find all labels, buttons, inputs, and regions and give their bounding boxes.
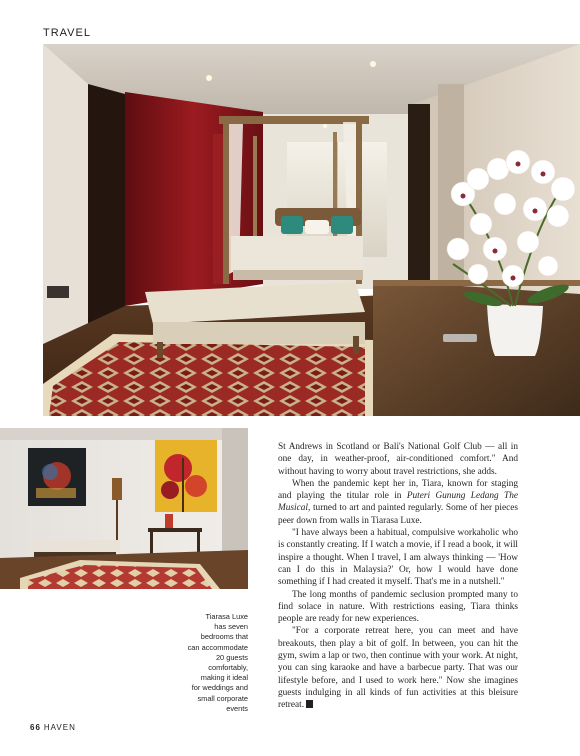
- page-number: 66: [30, 723, 41, 732]
- article-paragraph: [278, 625, 518, 711]
- caption-line: making it ideal: [200, 673, 248, 683]
- caption-line: has seven: [214, 622, 248, 632]
- section-label: TRAVEL: [43, 27, 91, 39]
- caption-line: for weddings and: [191, 683, 248, 693]
- page-folio: [30, 723, 76, 732]
- caption-line: 20 guests: [215, 652, 248, 662]
- caption-line: events: [226, 703, 248, 713]
- paragraph-text: "For a corporate retreat here, you can meet and have breakouts, then play a bit of golf. In between, you can hit the gym, swim a lap or two, then continue with your work. At night, you can sing karaoke and have a barbecue party. That was our lifestyle before, and I used to work here." Now she imagines guests indulging in all kinds of fun activities at this bleisure retreat.: [278, 626, 518, 711]
- caption-line: can accommodate: [187, 642, 248, 652]
- article-paragraph: The long months of pandemic seclusion prompted many to find solace in nature. With restrictions easing, Tiara thinks people are ready for new experiences.: [278, 589, 518, 625]
- musical-title: Puteri Gunung Ledang The Musical: [278, 491, 518, 514]
- living-area-photo: [0, 428, 248, 589]
- caption-line: bedrooms that: [200, 632, 248, 642]
- article-paragraph: "I have always been a habitual, compulsive workaholic who is constantly creating. If I watch a movie, if I read a book, it will inspire a thought. When I travel, I am always thinking — 'How can I do this in Malaysia?' Or, how I would have done something if I had created it myself. That's me in a nutshell.": [278, 528, 518, 588]
- magazine-name: HAVEN: [43, 723, 76, 732]
- end-mark-icon: [306, 700, 313, 708]
- article-body: [278, 441, 518, 712]
- caption-line: small corporate: [197, 693, 248, 703]
- caption-line: Tiarasa Luxe: [205, 612, 248, 621]
- paragraph-text: , turned to art and painted regularly. Some of her pieces peer down from walls in Tiarasa Luxe.: [278, 503, 518, 526]
- photo-caption: [180, 612, 248, 714]
- paragraph-text: When the pandemic kept her in, Tiara, known for staging and playing the titular role in: [278, 478, 518, 502]
- article-paragraph: [278, 478, 518, 527]
- bedroom-photo: [43, 44, 580, 416]
- article-paragraph: St Andrews in Scotland or Bali's National Golf Club — all in one day, in weather-proof, air-conditioned comfort." And without having to worry about travel restrictions, she adds.: [278, 442, 518, 477]
- caption-line: comfortably,: [208, 663, 248, 673]
